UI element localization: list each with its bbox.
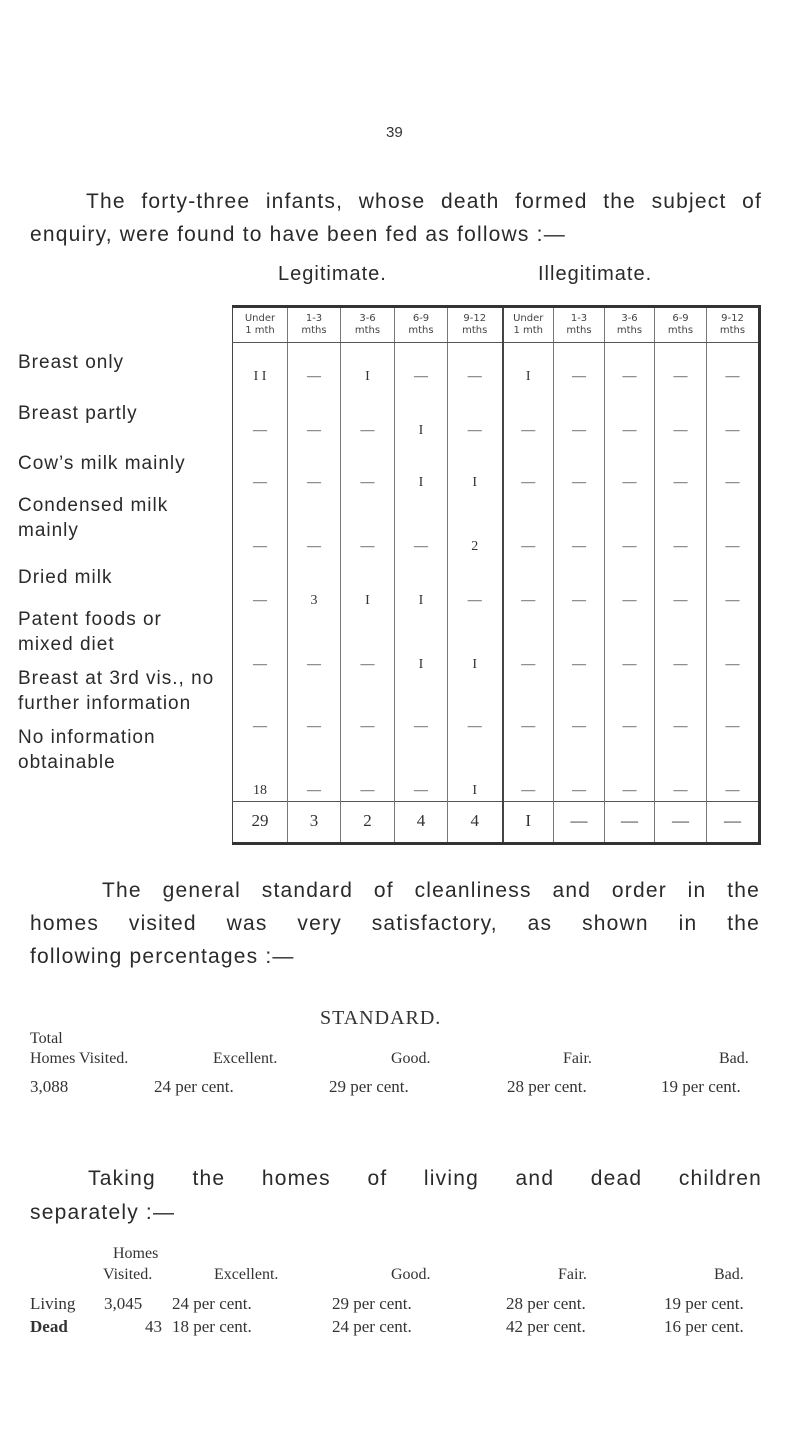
feeding-total-cell: 29 — [233, 802, 288, 844]
separate-fair: 42 per cent. — [506, 1317, 586, 1336]
separately-line-1: Taking the homes of living and dead children — [88, 1167, 762, 1190]
separate-col-homes-1: Homes — [113, 1245, 159, 1262]
feeding-cell: — — [503, 493, 554, 557]
separate-bad: 16 per cent. — [664, 1317, 744, 1336]
row-label-text: obtainable — [18, 752, 116, 773]
feeding-cell: — — [503, 675, 554, 737]
separate-col-fair: Fair. — [558, 1266, 587, 1283]
feeding-cell: I — [503, 343, 554, 388]
col-header: 9-12 mths — [707, 307, 760, 343]
feeding-cell: — — [655, 493, 707, 557]
standard-col-excellent: Excellent. — [213, 1050, 278, 1067]
feeding-cell: 3 — [288, 557, 341, 611]
feeding-cell: — — [341, 387, 395, 441]
feeding-cell: — — [707, 611, 760, 675]
feeding-cell: — — [554, 387, 605, 441]
feeding-cell: — — [341, 493, 395, 557]
feeding-row — [233, 387, 760, 441]
feeding-cell: 18 — [233, 737, 288, 802]
feeding-cell: — — [448, 387, 503, 441]
feeding-cell: — — [554, 343, 605, 388]
cleanliness-line-3: following percentages :— — [30, 945, 295, 968]
row-label-text: Cow’s milk mainly — [18, 453, 186, 474]
intro-line-1: The forty-three infants, whose death formed the subject of — [86, 190, 762, 213]
row-label-condensed-milk — [18, 493, 168, 543]
feeding-row — [233, 611, 760, 675]
separate-excellent: 24 per cent. — [172, 1294, 252, 1313]
row-label-text: No information — [18, 727, 156, 748]
feeding-row — [233, 493, 760, 557]
feeding-cell: — — [395, 737, 448, 802]
row-label-text: Breast partly — [18, 403, 138, 424]
row-label-breast-3rd-vis — [18, 666, 214, 716]
row-label-breast-only — [18, 350, 124, 375]
feeding-cell: — — [288, 611, 341, 675]
feeding-cell: — — [655, 343, 707, 388]
separate-col-good: Good. — [391, 1266, 431, 1283]
separate-row-label: Living — [30, 1294, 76, 1313]
feeding-cell: 2 — [448, 493, 503, 557]
col-header: 1-3 mths — [288, 307, 341, 343]
feeding-cell: — — [233, 675, 288, 737]
feeding-cell: — — [707, 737, 760, 802]
feeding-cell: I — [448, 441, 503, 493]
feeding-cell: — — [233, 387, 288, 441]
standard-col-total-1: Total — [30, 1030, 63, 1047]
separate-good: 29 per cent. — [332, 1294, 412, 1313]
separate-fair: 28 per cent. — [506, 1294, 586, 1313]
separate-col-excellent: Excellent. — [214, 1266, 279, 1283]
feeding-cell: I — [448, 737, 503, 802]
feeding-total-cell: I — [503, 802, 554, 844]
standard-fair: 28 per cent. — [507, 1077, 587, 1096]
feeding-cell: — — [288, 675, 341, 737]
feeding-cell: I — [341, 343, 395, 388]
feeding-cell: — — [605, 675, 655, 737]
separate-homes: 3,045 — [104, 1294, 143, 1313]
feeding-cell: — — [707, 675, 760, 737]
standard-col-good: Good. — [391, 1050, 431, 1067]
feeding-cell: I — [395, 387, 448, 441]
feeding-cell: — — [288, 737, 341, 802]
standard-good: 29 per cent. — [329, 1077, 409, 1096]
row-label-patent-foods — [18, 607, 162, 657]
feeding-cell: I I — [233, 343, 288, 388]
feeding-total-cell: — — [605, 802, 655, 844]
feeding-header-row — [233, 307, 760, 343]
feeding-cell: — — [655, 441, 707, 493]
col-header: 1-3 mths — [554, 307, 605, 343]
feeding-cell: I — [395, 557, 448, 611]
feeding-cell: — — [554, 441, 605, 493]
feeding-cell: — — [707, 557, 760, 611]
standard-bad: 19 per cent. — [661, 1077, 741, 1096]
feeding-cell: — — [605, 557, 655, 611]
feeding-row — [233, 343, 760, 388]
feeding-total-cell: — — [554, 802, 605, 844]
feeding-total-cell: 4 — [448, 802, 503, 844]
feeding-cell: — — [503, 441, 554, 493]
separate-homes: 43 — [145, 1317, 162, 1336]
feeding-cell: — — [395, 493, 448, 557]
separate-col-homes-2: Visited. — [103, 1266, 153, 1283]
cleanliness-line-1: The general standard of cleanliness and order in the — [102, 879, 760, 902]
feeding-cell: — — [233, 557, 288, 611]
feeding-row — [233, 675, 760, 737]
col-header: 6-9 mths — [395, 307, 448, 343]
row-label-dried-milk — [18, 565, 112, 590]
feeding-cell: — — [655, 387, 707, 441]
col-header: Under 1 mth — [503, 307, 554, 343]
col-header: 9-12 mths — [448, 307, 503, 343]
feeding-cell: I — [395, 611, 448, 675]
row-label-text: Patent foods or — [18, 609, 162, 630]
feeding-cell: — — [395, 675, 448, 737]
group-illegitimate: Illegitimate. — [538, 263, 653, 285]
col-header: 6-9 mths — [655, 307, 707, 343]
feeding-cell: — — [605, 611, 655, 675]
group-legitimate: Legitimate. — [278, 263, 387, 285]
feeding-cell: — — [448, 343, 503, 388]
feeding-cell: — — [605, 387, 655, 441]
feeding-row — [233, 441, 760, 493]
standard-col-fair: Fair. — [563, 1050, 592, 1067]
intro-line-2: enquiry, were found to have been fed as follows :— — [30, 223, 566, 246]
feeding-cell: — — [707, 441, 760, 493]
feeding-cell: — — [341, 441, 395, 493]
col-header: 3-6 mths — [605, 307, 655, 343]
feeding-total-cell: — — [707, 802, 760, 844]
feeding-cell: — — [341, 611, 395, 675]
feeding-cell: — — [233, 493, 288, 557]
separate-excellent: 18 per cent. — [172, 1317, 252, 1336]
col-header: 3-6 mths — [341, 307, 395, 343]
feeding-cell: — — [503, 387, 554, 441]
feeding-cell: — — [605, 737, 655, 802]
row-label-text: further information — [18, 693, 192, 714]
feeding-cell: — — [233, 611, 288, 675]
feeding-cell: — — [503, 611, 554, 675]
feeding-cell: — — [707, 343, 760, 388]
row-label-text: mixed diet — [18, 634, 115, 655]
row-label-cows-milk — [18, 451, 186, 476]
feeding-cell: — — [288, 343, 341, 388]
row-label-text: Dried milk — [18, 567, 113, 588]
feeding-cell: — — [605, 493, 655, 557]
separate-bad: 19 per cent. — [664, 1294, 744, 1313]
row-label-text: mainly — [18, 520, 79, 541]
feeding-cell: — — [554, 557, 605, 611]
standard-col-bad: Bad. — [719, 1050, 749, 1067]
feeding-cell: — — [605, 441, 655, 493]
feeding-total-cell: — — [655, 802, 707, 844]
row-label-no-information — [18, 725, 156, 775]
feeding-total-cell: 4 — [395, 802, 448, 844]
feeding-cell: — — [448, 675, 503, 737]
feeding-cell: — — [554, 737, 605, 802]
separately-line-2: separately :— — [30, 1201, 176, 1224]
feeding-table-body — [233, 343, 760, 844]
feeding-cell: I — [341, 557, 395, 611]
row-label-text: Condensed milk — [18, 495, 169, 516]
feeding-cell: — — [655, 675, 707, 737]
feeding-cell: I — [395, 441, 448, 493]
feeding-cell: — — [605, 343, 655, 388]
feeding-cell: — — [233, 441, 288, 493]
feeding-cell: — — [554, 611, 605, 675]
feeding-cell: — — [288, 441, 341, 493]
standard-total: 3,088 — [30, 1077, 69, 1096]
feeding-total-cell: 2 — [341, 802, 395, 844]
separate-row-label: Dead — [30, 1317, 68, 1336]
feeding-cell: — — [655, 611, 707, 675]
feeding-cell: — — [707, 493, 760, 557]
row-label-text: Breast only — [18, 352, 125, 373]
row-label-breast-partly — [18, 401, 138, 426]
feeding-cell: — — [554, 493, 605, 557]
feeding-cell: — — [288, 387, 341, 441]
feeding-cell: — — [341, 675, 395, 737]
feeding-cell: — — [707, 387, 760, 441]
feeding-cell: — — [503, 557, 554, 611]
separate-col-bad: Bad. — [714, 1266, 744, 1283]
feeding-cell: — — [448, 557, 503, 611]
feeding-cell: — — [655, 737, 707, 802]
page-number: 39 — [386, 124, 403, 141]
feeding-cell: I — [448, 611, 503, 675]
feeding-cell: — — [341, 737, 395, 802]
feeding-cell: — — [503, 737, 554, 802]
feeding-total-cell: 3 — [288, 802, 341, 844]
standard-heading: STANDARD. — [320, 1007, 442, 1029]
feeding-row — [233, 737, 760, 802]
standard-col-total-2: Homes Visited. — [30, 1050, 129, 1067]
feeding-cell: — — [554, 675, 605, 737]
standard-excellent: 24 per cent. — [154, 1077, 234, 1096]
cleanliness-line-2: homes visited was very satisfactory, as shown in the — [30, 912, 760, 935]
feeding-cell: — — [655, 557, 707, 611]
row-label-text: Breast at 3rd vis., no — [18, 668, 215, 689]
separate-good: 24 per cent. — [332, 1317, 412, 1336]
feeding-totals-row — [233, 802, 760, 844]
col-header: Under 1 mth — [233, 307, 288, 343]
feeding-table — [232, 305, 761, 845]
feeding-cell: — — [395, 343, 448, 388]
feeding-row — [233, 557, 760, 611]
feeding-cell: — — [288, 493, 341, 557]
